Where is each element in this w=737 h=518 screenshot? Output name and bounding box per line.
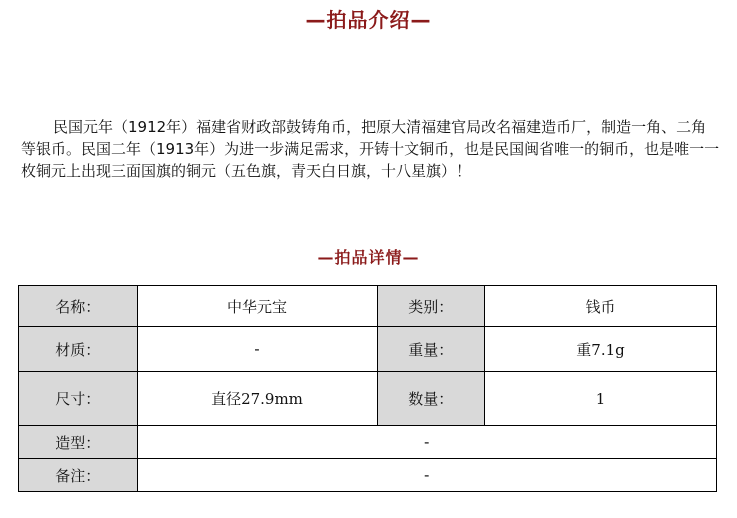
remarks-label: 备注： [19,459,138,492]
remarks-value: - [137,459,717,492]
shape-label: 造型： [19,426,138,459]
details-section-title: —拍品详情— [317,248,420,267]
intro-paragraph: 民国元年（1912年）福建省财政部鼓铸角币，把原大清福建官局改名福建造币厂，制造一角、二角等银币。民国二年（1913年）为进一步满足需求，开铸十文铜币，也是民国闽省唯一的铜币，也是唯一一枚铜元上出现三面国旗的铜元（五色旗，青天白日旗，十八星旗）！ [21,118,720,180]
category-label: 类别： [377,286,485,327]
table-row [19,372,717,426]
table-row [19,459,717,492]
shape-value: - [137,426,717,459]
material-value: - [137,327,377,372]
table-row [19,286,717,327]
quantity-value: 1 [485,372,717,426]
name-label: 名称： [19,286,138,327]
table-row [19,426,717,459]
intro-section-title: —拍品介绍— [305,8,432,32]
category-value: 钱币 [485,286,717,327]
size-label: 尺寸： [19,372,138,426]
quantity-label: 数量： [377,372,485,426]
table-row [19,327,717,372]
material-label: 材质： [19,327,138,372]
weight-value: 重7.1g [485,327,717,372]
weight-label: 重量： [377,327,485,372]
details-table [18,285,717,492]
size-value: 直径27.9mm [137,372,377,426]
name-value: 中华元宝 [137,286,377,327]
